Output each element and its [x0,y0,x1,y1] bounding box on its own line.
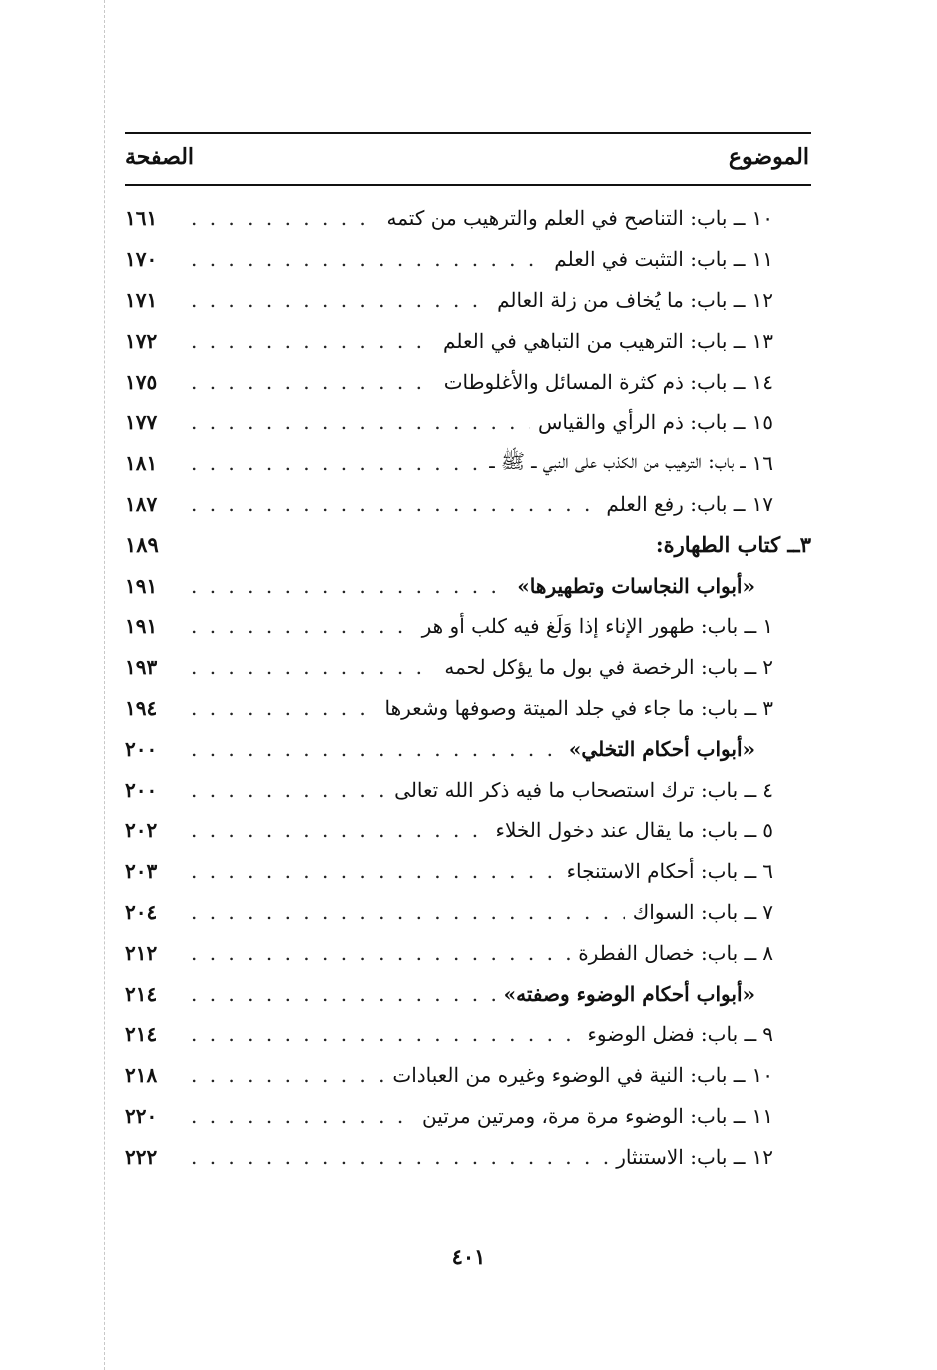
dot-leader [191,288,489,312]
dot-leader [191,492,598,516]
entry-title: ــ باب: ما جاء في جلد الميتة وصوفها وشعرها [384,695,757,720]
entry-page: ١٨٧ [125,491,158,516]
entry-page: ١٨٩ [125,532,159,558]
dot-leader [191,574,509,598]
toc-section-row [125,728,811,769]
dot-leader [191,696,376,720]
entry-page: ٢٠٠ [125,777,158,802]
toc-entry-row [125,239,811,280]
entry-title: ــ باب: ذم كثرة المسائل والأغلوطات [443,369,746,394]
entry-page: ٢١٨ [125,1063,158,1088]
table-of-contents [125,198,811,1177]
entry-number: ١ [762,614,773,639]
toc-entry-row [125,1096,811,1137]
entry-page: ٢٢٠ [125,1103,158,1128]
toc-entry-row [125,892,811,933]
dot-leader [191,655,436,679]
entry-page: ٢١٤ [125,1022,158,1047]
entry-page: ١٧٢ [125,328,158,353]
entry-number: ١٢ [751,1144,773,1169]
toc-entry-row [125,647,811,688]
entry-number: ٣ [799,532,811,558]
entry-number: ١٥ [751,410,773,435]
dot-leader [191,1063,384,1087]
entry-title: ــ باب: الوضوء مرة مرة، ومرتين مرتين [422,1103,746,1128]
dot-leader [191,859,559,883]
entry-number: ٧ [762,899,773,924]
entry-number: ١١ [751,1103,773,1128]
entry-page: ٢٠٢ [125,818,158,843]
dot-leader [191,982,496,1006]
entry-number: ٩ [762,1022,773,1047]
entry-title: ــ باب: ما يُخاف من زلة العالم [497,287,746,312]
dot-leader [191,206,379,230]
page-number: ٤٠١ [451,1244,486,1269]
toc-entry-row [125,688,811,729]
dot-leader [191,1022,579,1046]
entry-title: ــ باب: أحكام الاستنجاء [566,859,757,884]
entry-title: ــ باب: ذم الرأي والقياس [537,410,746,435]
page-edge-guide [104,0,105,1370]
entry-title: «أبواب أحكام التخلي» [568,736,755,761]
entry-page: ١٦١ [125,206,158,231]
entry-page: ١٩١ [125,573,158,598]
entry-title: ــ باب: فضل الوضوء [587,1022,757,1047]
toc-entry-row [125,1014,811,1055]
toc-entry-row [125,443,811,484]
entry-number: ٦ [762,859,773,884]
entry-number: ٢ [762,655,773,680]
entry-title: ــ باب: ترك استصحاب ما فيه ذكر الله تعالى [394,777,757,802]
entry-number: ١١ [751,247,773,272]
toc-entry-row [125,280,811,321]
dot-leader [191,247,546,271]
dot-leader [191,329,435,353]
header-page: الصفحة [125,144,195,170]
toc-section-row [125,973,811,1014]
dot-leader [191,818,488,842]
entry-number: ٥ [762,818,773,843]
entry-number: ١٠ [751,206,773,231]
toc-entry-row [125,1136,811,1177]
dot-leader [191,1104,414,1128]
dot-leader [191,900,625,924]
entry-page: ١٧١ [125,287,158,312]
entry-title: ــ باب: الرخصة في بول ما يؤكل لحمه [444,655,757,680]
entry-number: ١٦ [751,451,773,476]
entry-page: ٢١٤ [125,981,158,1006]
toc-entry-row [125,361,811,402]
toc-entry-row [125,932,811,973]
entry-page: ١٩٣ [125,655,158,680]
entry-title: ــ باب: الاستنثار [616,1144,746,1169]
entry-page: ٢١٢ [125,940,158,965]
entry-page: ٢٢٢ [125,1144,158,1169]
entry-page: ١٧٧ [125,410,158,435]
toc-entry-row [125,198,811,239]
entry-number: ١٤ [751,369,773,394]
entry-title: ــ باب: التثبت في العلم [554,247,746,272]
toc-section-row [125,565,811,606]
entry-title: «أبواب النجاسات وتطهيرها» [517,573,755,598]
toc-entry-row [125,484,811,525]
entry-title: ــ باب: الترهيب من الكذب على النبي ــ ﷺ ــ [489,448,746,473]
dot-leader [191,778,386,802]
dot-leader [191,370,436,394]
entry-page: ١٩١ [125,614,158,639]
toc-header [125,132,811,186]
entry-page: ٢٠٠ [125,736,158,761]
entry-number: ١٧ [751,491,773,516]
entry-title: ــ باب: خصال الفطرة [578,940,757,965]
entry-page: ١٨١ [125,451,158,476]
entry-title: ــ باب: السواك [632,899,757,924]
entry-number: ١٢ [751,287,773,312]
entry-title: ــ باب: النية في الوضوء وغيره من العبادات [392,1063,746,1088]
toc-entry-row [125,402,811,443]
entry-title: ــ كتاب الطهارة: [655,532,800,558]
toc-entry-row [125,810,811,851]
entry-number: ٣ [762,695,773,720]
entry-number: ٨ [762,940,773,965]
dot-leader [191,451,482,475]
entry-number: ٤ [762,777,773,802]
toc-chapter-row [125,524,811,565]
toc-entry-row [125,851,811,892]
entry-title: ــ باب: طهور الإناء إذا وَلَغ فيه كلب أو هر [421,614,757,639]
entry-number: ١٣ [751,328,773,353]
dot-leader [191,737,561,761]
entry-number: ١٠ [751,1063,773,1088]
entry-title: «أبواب أحكام الوضوء وصفته» [503,981,755,1006]
entry-title: ــ باب: رفع العلم [606,491,746,516]
dot-leader [191,410,530,434]
entry-title: ــ باب: التناصح في العلم والترهيب من كتمه [386,206,746,231]
entry-page: ١٩٤ [125,695,158,720]
entry-title: ــ باب: الترهيب من التباهي في العلم [443,328,746,353]
toc-entry-row [125,606,811,647]
dot-leader [191,1145,608,1169]
dot-leader [191,941,570,965]
entry-page: ٢٠٤ [125,899,158,924]
entry-title: ــ باب: ما يقال عند دخول الخلاء [495,818,757,843]
toc-entry-row [125,320,811,361]
entry-page: ٢٠٣ [125,859,158,884]
entry-page: ١٧٠ [125,247,158,272]
header-topic: الموضوع [728,144,809,170]
entry-page: ١٧٥ [125,369,158,394]
toc-entry-row [125,1055,811,1096]
toc-entry-row [125,769,811,810]
dot-leader [191,614,414,638]
